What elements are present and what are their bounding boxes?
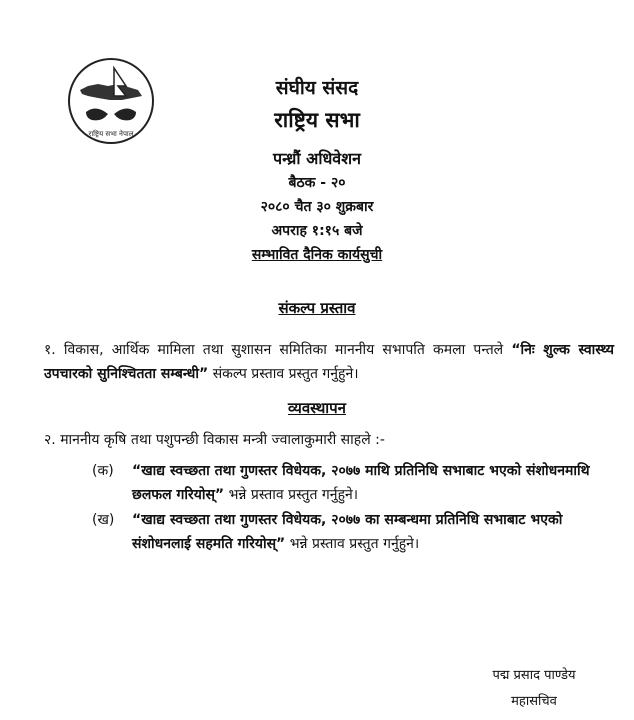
sub-item-tail: भन्ने प्रस्ताव प्रस्तुत गर्नुहुने। — [289, 536, 420, 552]
item-number: १. — [44, 342, 56, 358]
resolution-quote: “निः शुल्क स्वास्थ्य उपचारको सुनिश्चितता सम्बन्धी” — [44, 342, 614, 382]
item-text: विकास, आर्थिक मामिला तथा सुशासन समितिका माननीय सभापति कमला पन्तले — [63, 342, 504, 358]
section-heading-legislation: व्यवस्थापन — [287, 399, 347, 417]
signatory-name: पद्म प्रसाद पाण्डेय — [492, 668, 576, 683]
org-title: संघीय संसद — [275, 77, 359, 99]
item-number: २. — [44, 432, 56, 448]
item-intro: माननीय कृषि तथा पशुपन्छी विकास मन्त्री ज्वालाकुमारी साहले :- — [60, 432, 385, 448]
sub-item-tail: भन्ने प्रस्ताव प्रस्तुत गर्नुहुने। — [228, 487, 359, 503]
agenda-title: सम्भावित दैनिक कार्यसुची — [251, 247, 383, 263]
house-title: राष्ट्रिय सभा — [274, 108, 360, 132]
meeting-number: बैठक - २० — [288, 175, 346, 191]
item-tail: संकल्प प्रस्ताव प्रस्तुत गर्नुहुने। — [212, 366, 359, 382]
sub-item-quote: “खाद्य स्वच्छता तथा गुणस्तर विधेयक, २०७७ का सम्बन्धमा प्रतिनिधि सभाबाट भएको संशोधनलाई सहमति गरियोस्” — [132, 512, 563, 552]
session-title: पन्ध्रौं अधिवेशन — [273, 149, 361, 168]
meeting-date: २०८० चैत ३० शुक्रबार — [260, 199, 374, 215]
sub-item-label: (क) — [92, 463, 114, 479]
sub-item-label: (ख) — [92, 512, 115, 528]
section-heading-resolution: संकल्प प्रस्ताव — [278, 299, 356, 317]
resolution-item — [44, 338, 614, 386]
meeting-time: अपराह १:१५ बजे — [271, 223, 363, 239]
emblem-text: राष्ट्रिय सभा नेपाल — [88, 130, 134, 138]
sub-item-quote: “खाद्य स्वच्छता तथा गुणस्तर विधेयक, २०७७ माथि प्रतिनिधि सभाबाट भएको संशोधनमाथि छलफल गरियोस्” — [132, 463, 590, 503]
legislation-item — [44, 428, 614, 452]
signatory-title: महासचिव — [511, 694, 557, 709]
